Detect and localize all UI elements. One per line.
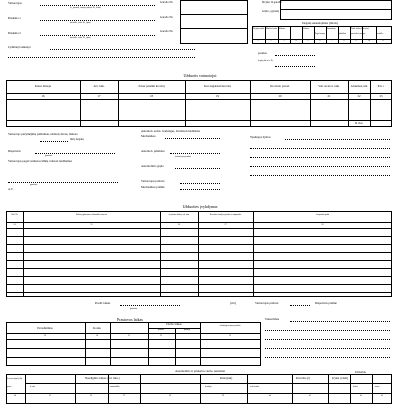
license-checked: Vairuotojo pažymėjimą patikrinau, užduotį davau, išduota [8, 132, 78, 136]
res-num-37: 37 [123, 395, 125, 397]
notes-line-5[interactable] [250, 175, 390, 176]
task-header-1: Atv. laik. [93, 84, 105, 88]
exec-header-0: Važt. Nr. [10, 214, 19, 216]
exec-num-26: 26 [178, 223, 180, 226]
fuel-liters: litrų degalų [70, 137, 84, 141]
start-time-label: Pradž. laikas [95, 301, 111, 305]
task-header-4: Krovinio pavad. [270, 84, 290, 88]
res-num-42: 42 [360, 395, 362, 397]
res-distance-header: Rida (km) [220, 376, 233, 380]
task-header-3: Kur nugabenti krovinį [204, 84, 231, 88]
return-line[interactable] [175, 168, 220, 169]
res-sub-general: bendroji [205, 386, 212, 388]
task-header-5: Važ. su krov. laik. [318, 84, 340, 88]
health-sig: (parašas) [30, 184, 38, 186]
trailer1-sub: (modelis, valst. Nr., tipas) [70, 22, 91, 24]
task-title: Užduotis vairuotojui [183, 73, 217, 78]
worktime-header: Darb. laikas (val.min.) [351, 28, 370, 30]
fuel-col-2: 2 [270, 40, 272, 42]
special-header: specialios įrangos [351, 33, 366, 35]
trailer1-line[interactable] [40, 20, 155, 21]
billing-line-2[interactable] [265, 330, 390, 331]
task-num-22: 22 [357, 93, 361, 98]
issued-header: Išduota [279, 28, 285, 30]
billing-line-1[interactable] [290, 321, 390, 322]
task-num-17: 17 [97, 93, 101, 98]
dt-name-header: Pavadinimas [37, 326, 53, 330]
notes-line-1[interactable] [285, 139, 390, 140]
res-num-34: 34 [14, 395, 16, 397]
signature-label: parašas [258, 51, 267, 55]
exec-num-25: 25 [90, 223, 93, 226]
garage-no-label-1: Garažo Nr. [160, 0, 174, 4]
fuel-col-7: 7 [331, 40, 333, 42]
dispatcher-line[interactable] [35, 153, 115, 154]
escort-label: Lydintieji asmenys [8, 45, 31, 49]
fuel-receipt-label: degalų dal. arz. Nr. [258, 60, 274, 62]
res-sub-day: paros [7, 386, 12, 388]
total-label: Iš viso [355, 121, 363, 125]
exec-num-24: 24 [13, 223, 16, 226]
notes-line-2[interactable] [250, 148, 390, 149]
dt-num-31: 31 [128, 335, 130, 337]
driver-handed: Vairuotojas pridavė [141, 179, 165, 183]
signature-line[interactable] [275, 55, 315, 56]
return-label: Grįžo į garažą [262, 9, 279, 13]
driver-handed-2: Vairuotojas pridavė [255, 301, 279, 305]
billing-label: Taksavimas [265, 317, 280, 321]
start-time-line[interactable] [120, 305, 180, 306]
fuel-col-10: 10 [368, 40, 370, 42]
res-num-38: 38 [169, 395, 171, 397]
vehicle-ok: Automob. techn. tvarkingas, išvažiuoti leidžiama [141, 129, 200, 133]
health-label: Vairuotojas pagal sveikatos būklę vairuoti leidžiamas [8, 159, 72, 163]
unit-label: (vnt) [230, 301, 236, 305]
task-num-16: 16 [41, 93, 45, 98]
res-earnings-header: Uždarbis [355, 370, 366, 374]
dt-time-header: Darbo laikas [166, 322, 182, 326]
notes-line-3[interactable] [250, 157, 390, 158]
task-header-7: Pav. t [377, 84, 385, 88]
mechanic-line[interactable] [165, 138, 220, 139]
res-num-41: 41 [309, 395, 311, 397]
special-notes-label: Ypatingos žymos [250, 135, 271, 139]
escort-line[interactable] [50, 49, 195, 50]
exec-header-2: Atvykimo laikas, val. min. [168, 214, 190, 216]
exec-num-28: 28 [321, 223, 324, 226]
driver-handed-line[interactable] [180, 183, 220, 184]
driver-handed-2-line[interactable] [290, 305, 310, 306]
res-carried-header: Pervežta (t) [296, 376, 310, 380]
fuel-col-3: 3 [283, 40, 285, 42]
escort-line-2[interactable] [8, 57, 195, 58]
grade-code-header: Markės kodas [266, 28, 278, 30]
used-header: Sunaudota [327, 28, 336, 30]
task-num-19: 19 [216, 93, 219, 98]
dt-sig-header: Atsakinga asmens parašas [219, 325, 241, 327]
results-title: Automobilio ir priekabos darbo rezultatai [175, 369, 225, 373]
res-num-35: 35 [49, 395, 51, 397]
stamp-label: A.V. [8, 187, 14, 191]
dt-end: pabaiga [183, 329, 191, 331]
trailer2-line[interactable] [40, 35, 155, 36]
driver-sub: (v., pavardė, tarnyb. pažym. Nr., klasė) [70, 7, 102, 9]
fuel-col-5: 5 [307, 40, 309, 42]
liters-line[interactable] [40, 141, 68, 142]
vehicle-accepted: Automob. priėmiau [141, 149, 165, 153]
trailer1-label: Priekaba 1 [8, 16, 21, 20]
res-sub-total: iš viso [30, 386, 36, 388]
fuel-col-1: 1 [257, 40, 259, 42]
garage-no-label-3: Garažo Nr. [160, 29, 174, 33]
garage-no-label-2: Garažo Nr. [160, 15, 174, 19]
dt-num-29: 29 [44, 335, 46, 337]
dt-num-30: 30 [96, 335, 98, 337]
res-sub-sum: suma [375, 386, 380, 388]
driver-line[interactable] [40, 5, 155, 6]
dt-code-header: Kodas [93, 326, 101, 330]
res-sub-auto: automobilio [110, 386, 120, 388]
execution-title: Užduoties įvykdymas [182, 204, 218, 209]
task-header-2: Iš kur pateikti krovinį [138, 84, 165, 88]
dispatcher-sig: (parašas) [45, 155, 53, 157]
fuel-title: Degalų sunaudojimas (litrais) [302, 21, 338, 25]
dt-start: pradžia [158, 329, 164, 331]
accepted-line[interactable] [170, 153, 220, 154]
dt-num-32: 32 [160, 335, 162, 337]
remaining-header: Likutis [303, 28, 309, 30]
fuel-receipt-line[interactable] [275, 66, 315, 67]
res-time-header: Nuadigimo laikas (val. min.) [85, 376, 120, 380]
norm-header: Pagal normą [315, 33, 326, 35]
start-sig: (parašas) [130, 308, 138, 310]
res-num-43: 43 [381, 395, 383, 397]
fuel-grade-header: Degalų markė [253, 28, 265, 30]
fuel-col-11: 11 [382, 40, 384, 42]
health-line[interactable] [8, 182, 118, 183]
driver-sig: (vairuotojo parašas) [175, 156, 191, 158]
task-num-23: 23 [379, 93, 383, 98]
departure-label: Išvyko iš garažo [262, 0, 282, 4]
exec-header-1: Pirkimą gabenimo važtaraščio numeris [75, 214, 108, 216]
res-sub-load: su kroviniu [250, 386, 260, 388]
res-num-40: 40 [269, 395, 271, 397]
mechanic-accepted: Mechanikas priėmė [141, 185, 165, 189]
billing-line-5[interactable] [265, 357, 390, 358]
exec-header-3: Krovinio siuntėjo parašas ir antspaudas [209, 214, 242, 216]
res-num-39: 39 [222, 395, 224, 397]
res-done-header: Įvykd. (t/km) [332, 376, 348, 380]
task-header-6: Atstumas, km [350, 84, 368, 88]
task-num-18: 18 [150, 93, 153, 98]
task-num-20: 20 [278, 93, 282, 98]
dispatcher-accepted: Dispečeris priėmė [315, 301, 337, 305]
fuel-col-8: 8 [343, 40, 345, 42]
res-fuel-header: Sezono degalų (lit) [7, 378, 23, 380]
billing-line-3[interactable] [265, 339, 390, 340]
mechanic-label: Mechanikas [141, 134, 156, 138]
engine-header: variklio [377, 33, 384, 35]
task-num-21: 21 [327, 93, 331, 98]
fuel-col-4: 4 [295, 40, 297, 42]
garage-box[interactable] [180, 0, 248, 44]
dt-num-33: 33 [229, 335, 231, 337]
billing-line-4[interactable] [265, 348, 390, 349]
actual-header: faktiškai [339, 33, 346, 35]
task-header-0: Kieno žinioje [34, 84, 52, 88]
downtime-title: Prastovos laikas [117, 317, 143, 322]
mechanic-accepted-line[interactable] [180, 189, 220, 190]
fuel-col-6: 6 [319, 40, 321, 42]
notes-line-4[interactable] [250, 166, 390, 167]
driver-label: Vairuotojas [8, 1, 22, 5]
vehicle-return: Automobilio grąžo [141, 164, 164, 168]
trailer2-label: Priekaba 2 [8, 31, 21, 35]
exec-num-27: 27 [224, 223, 227, 226]
trailer2-sub: (modelis, valst. Nr., tipas) [70, 37, 91, 39]
exec-header-4: Antspaudo pažai [315, 214, 330, 216]
time-box[interactable] [280, 0, 392, 20]
fuel-col-9: 9 [355, 40, 357, 42]
res-sub-code: kodas [353, 386, 358, 388]
dispatcher-label: Dispečeris [8, 149, 21, 153]
res-num-36: 36 [90, 395, 92, 397]
